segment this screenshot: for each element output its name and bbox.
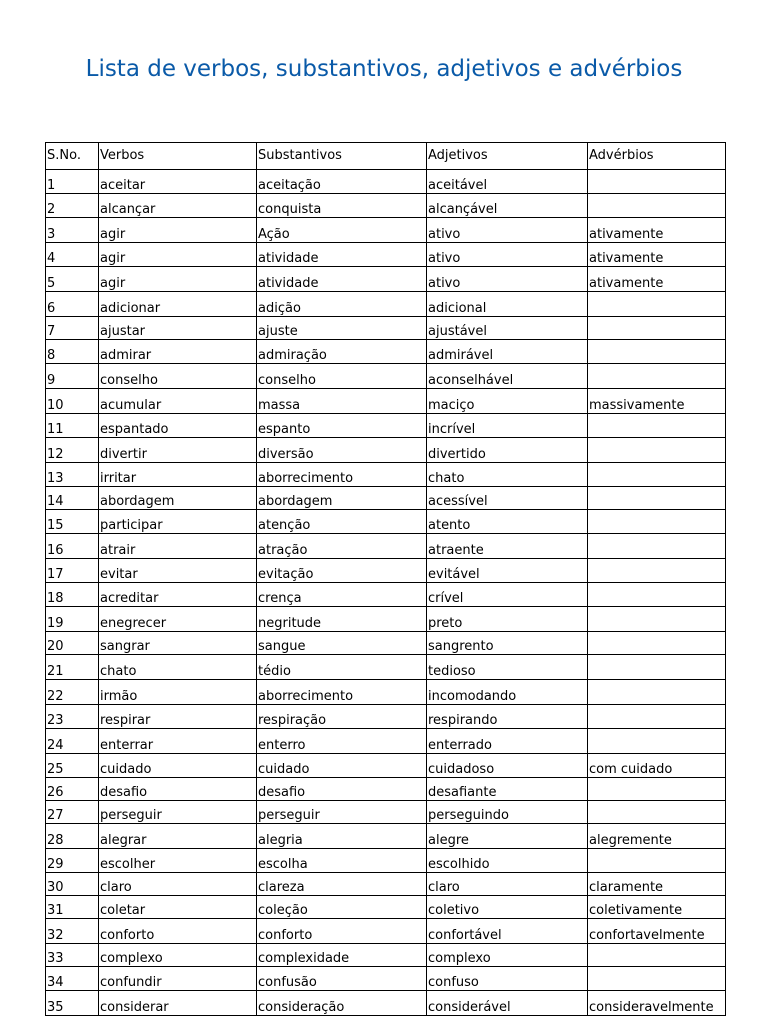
cell-substantivo: conforto	[257, 919, 427, 944]
cell-substantivo: ajuste	[257, 317, 427, 340]
cell-adverbio	[588, 170, 726, 194]
cell-verbo: ajustar	[99, 317, 257, 340]
cell-adverbio	[588, 487, 726, 510]
cell-adverbio: ativamente	[588, 243, 726, 267]
table-row	[46, 607, 726, 632]
cell-adjetivo: atraente	[427, 534, 588, 559]
cell-verbo: cuidado	[99, 754, 257, 778]
cell-adjetivo: enterrado	[427, 729, 588, 754]
cell-verbo: agir	[99, 218, 257, 243]
cell-adverbio: alegremente	[588, 824, 726, 849]
cell-adverbio	[588, 414, 726, 438]
table-row	[46, 655, 726, 680]
cell-adjetivo: coletivo	[427, 896, 588, 919]
cell-verbo: enterrar	[99, 729, 257, 754]
cell-substantivo: respiração	[257, 705, 427, 729]
page-title: Lista de verbos, substantivos, adjetivos e advérbios	[85, 56, 683, 82]
cell-substantivo: cuidado	[257, 754, 427, 778]
cell-substantivo: escolha	[257, 849, 427, 873]
cell-adverbio: massivamente	[588, 389, 726, 414]
cell-substantivo: diversão	[257, 438, 427, 463]
cell-sno: 4	[46, 243, 99, 267]
cell-adjetivo: cuidadoso	[427, 754, 588, 778]
cell-substantivo: aborrecimento	[257, 463, 427, 487]
cell-sno: 18	[46, 583, 99, 607]
cell-adverbio: ativamente	[588, 218, 726, 243]
cell-sno: 19	[46, 607, 99, 632]
cell-sno: 5	[46, 267, 99, 292]
cell-adverbio	[588, 680, 726, 705]
cell-adjetivo: chato	[427, 463, 588, 487]
cell-sno: 24	[46, 729, 99, 754]
cell-sno: 10	[46, 389, 99, 414]
cell-verbo: enegrecer	[99, 607, 257, 632]
cell-substantivo: clareza	[257, 873, 427, 896]
cell-verbo: respirar	[99, 705, 257, 729]
cell-verbo: acumular	[99, 389, 257, 414]
cell-adjetivo: maciço	[427, 389, 588, 414]
cell-sno: 8	[46, 340, 99, 364]
cell-adverbio	[588, 292, 726, 317]
cell-sno: 14	[46, 487, 99, 510]
cell-verbo: irmão	[99, 680, 257, 705]
cell-verbo: participar	[99, 510, 257, 534]
cell-adverbio	[588, 438, 726, 463]
cell-substantivo: crença	[257, 583, 427, 607]
cell-substantivo: atração	[257, 534, 427, 559]
cell-adverbio	[588, 655, 726, 680]
table-row	[46, 583, 726, 607]
cell-sno: 13	[46, 463, 99, 487]
cell-adverbio	[588, 632, 726, 655]
table-row	[46, 991, 726, 1016]
cell-sno: 35	[46, 991, 99, 1016]
table-header-row	[46, 143, 726, 170]
header-sno: S.No.	[46, 143, 99, 170]
cell-verbo: coletar	[99, 896, 257, 919]
table-row	[46, 292, 726, 317]
cell-verbo: conselho	[99, 364, 257, 389]
cell-sno: 31	[46, 896, 99, 919]
table-row	[46, 729, 726, 754]
cell-verbo: aceitar	[99, 170, 257, 194]
cell-verbo: admirar	[99, 340, 257, 364]
cell-substantivo: consideração	[257, 991, 427, 1016]
table-row	[46, 919, 726, 944]
cell-adjetivo: aconselhável	[427, 364, 588, 389]
cell-adjetivo: confuso	[427, 967, 588, 991]
cell-adverbio	[588, 463, 726, 487]
cell-substantivo: abordagem	[257, 487, 427, 510]
cell-adjetivo: atento	[427, 510, 588, 534]
table-row	[46, 944, 726, 967]
cell-sno: 6	[46, 292, 99, 317]
cell-adjetivo: divertido	[427, 438, 588, 463]
cell-substantivo: alegria	[257, 824, 427, 849]
cell-substantivo: enterro	[257, 729, 427, 754]
header-substantivos: Substantivos	[257, 143, 427, 170]
cell-adjetivo: evitável	[427, 559, 588, 583]
word-table	[45, 142, 726, 1016]
table-row	[46, 896, 726, 919]
cell-verbo: abordagem	[99, 487, 257, 510]
cell-adverbio	[588, 340, 726, 364]
cell-adjetivo: incomodando	[427, 680, 588, 705]
cell-adjetivo: ativo	[427, 267, 588, 292]
table-row	[46, 873, 726, 896]
cell-verbo: divertir	[99, 438, 257, 463]
cell-verbo: evitar	[99, 559, 257, 583]
cell-verbo: desafio	[99, 778, 257, 801]
cell-sno: 3	[46, 218, 99, 243]
header-verbos: Verbos	[99, 143, 257, 170]
cell-adverbio: coletivamente	[588, 896, 726, 919]
cell-substantivo: coleção	[257, 896, 427, 919]
table-row	[46, 414, 726, 438]
cell-verbo: irritar	[99, 463, 257, 487]
cell-sno: 7	[46, 317, 99, 340]
cell-sno: 25	[46, 754, 99, 778]
table-row	[46, 487, 726, 510]
cell-verbo: espantado	[99, 414, 257, 438]
cell-adverbio	[588, 729, 726, 754]
cell-verbo: complexo	[99, 944, 257, 967]
cell-adjetivo: complexo	[427, 944, 588, 967]
cell-verbo: claro	[99, 873, 257, 896]
table-row	[46, 559, 726, 583]
cell-adverbio	[588, 607, 726, 632]
table-row	[46, 510, 726, 534]
cell-verbo: acreditar	[99, 583, 257, 607]
cell-adjetivo: aceitável	[427, 170, 588, 194]
cell-sno: 2	[46, 194, 99, 218]
header-adjetivos: Adjetivos	[427, 143, 588, 170]
cell-adjetivo: acessível	[427, 487, 588, 510]
cell-adjetivo: respirando	[427, 705, 588, 729]
table-row	[46, 632, 726, 655]
cell-adverbio: ativamente	[588, 267, 726, 292]
cell-sno: 34	[46, 967, 99, 991]
cell-sno: 29	[46, 849, 99, 873]
table-row	[46, 243, 726, 267]
cell-adjetivo: ativo	[427, 218, 588, 243]
cell-adverbio	[588, 705, 726, 729]
cell-adjetivo: claro	[427, 873, 588, 896]
table-row	[46, 824, 726, 849]
cell-substantivo: Ação	[257, 218, 427, 243]
cell-substantivo: aceitação	[257, 170, 427, 194]
table-row	[46, 389, 726, 414]
cell-adjetivo: escolhido	[427, 849, 588, 873]
cell-verbo: confundir	[99, 967, 257, 991]
cell-adjetivo: crível	[427, 583, 588, 607]
cell-adverbio: com cuidado	[588, 754, 726, 778]
table-row	[46, 534, 726, 559]
table-row	[46, 364, 726, 389]
cell-substantivo: evitação	[257, 559, 427, 583]
cell-adverbio	[588, 944, 726, 967]
cell-adverbio: consideravelmente	[588, 991, 726, 1016]
cell-adverbio: claramente	[588, 873, 726, 896]
cell-adjetivo: tedioso	[427, 655, 588, 680]
cell-substantivo: confusão	[257, 967, 427, 991]
table-row	[46, 801, 726, 824]
cell-sno: 27	[46, 801, 99, 824]
cell-adjetivo: alegre	[427, 824, 588, 849]
cell-verbo: agir	[99, 267, 257, 292]
cell-sno: 9	[46, 364, 99, 389]
cell-verbo: atrair	[99, 534, 257, 559]
table-row	[46, 463, 726, 487]
header-adverbios: Advérbios	[588, 143, 726, 170]
table-row	[46, 317, 726, 340]
cell-adjetivo: perseguindo	[427, 801, 588, 824]
cell-adverbio	[588, 967, 726, 991]
table-row	[46, 967, 726, 991]
cell-verbo: sangrar	[99, 632, 257, 655]
cell-adverbio	[588, 510, 726, 534]
cell-sno: 12	[46, 438, 99, 463]
cell-sno: 20	[46, 632, 99, 655]
cell-sno: 16	[46, 534, 99, 559]
table-row	[46, 194, 726, 218]
table-row	[46, 849, 726, 873]
cell-substantivo: atenção	[257, 510, 427, 534]
cell-verbo: escolher	[99, 849, 257, 873]
cell-sno: 26	[46, 778, 99, 801]
table-row	[46, 170, 726, 194]
cell-sno: 32	[46, 919, 99, 944]
cell-adverbio	[588, 801, 726, 824]
table-row	[46, 705, 726, 729]
cell-substantivo: adição	[257, 292, 427, 317]
cell-adjetivo: alcançável	[427, 194, 588, 218]
cell-substantivo: aborrecimento	[257, 680, 427, 705]
cell-substantivo: perseguir	[257, 801, 427, 824]
cell-adjetivo: ativo	[427, 243, 588, 267]
cell-sno: 28	[46, 824, 99, 849]
cell-verbo: conforto	[99, 919, 257, 944]
cell-verbo: alcançar	[99, 194, 257, 218]
cell-sno: 22	[46, 680, 99, 705]
cell-adverbio	[588, 559, 726, 583]
cell-adverbio	[588, 849, 726, 873]
cell-substantivo: conquista	[257, 194, 427, 218]
cell-verbo: perseguir	[99, 801, 257, 824]
cell-sno: 11	[46, 414, 99, 438]
cell-adverbio	[588, 583, 726, 607]
cell-verbo: considerar	[99, 991, 257, 1016]
cell-sno: 21	[46, 655, 99, 680]
cell-substantivo: admiração	[257, 340, 427, 364]
cell-substantivo: desafio	[257, 778, 427, 801]
table-row	[46, 267, 726, 292]
cell-substantivo: sangue	[257, 632, 427, 655]
cell-verbo: chato	[99, 655, 257, 680]
cell-sno: 1	[46, 170, 99, 194]
cell-substantivo: conselho	[257, 364, 427, 389]
cell-substantivo: complexidade	[257, 944, 427, 967]
cell-adjetivo: ajustável	[427, 317, 588, 340]
cell-verbo: agir	[99, 243, 257, 267]
cell-adverbio: confortavelmente	[588, 919, 726, 944]
cell-substantivo: atividade	[257, 243, 427, 267]
cell-substantivo: negritude	[257, 607, 427, 632]
cell-adjetivo: incrível	[427, 414, 588, 438]
cell-adjetivo: preto	[427, 607, 588, 632]
cell-adverbio	[588, 778, 726, 801]
cell-adjetivo: confortável	[427, 919, 588, 944]
cell-substantivo: atividade	[257, 267, 427, 292]
table-row	[46, 778, 726, 801]
cell-adverbio	[588, 534, 726, 559]
table-row	[46, 680, 726, 705]
cell-adverbio	[588, 317, 726, 340]
table-row	[46, 340, 726, 364]
cell-adverbio	[588, 194, 726, 218]
cell-adjetivo: sangrento	[427, 632, 588, 655]
cell-substantivo: espanto	[257, 414, 427, 438]
cell-sno: 17	[46, 559, 99, 583]
cell-adverbio	[588, 364, 726, 389]
cell-substantivo: massa	[257, 389, 427, 414]
table-row	[46, 754, 726, 778]
table-row	[46, 438, 726, 463]
cell-adjetivo: desafiante	[427, 778, 588, 801]
cell-substantivo: tédio	[257, 655, 427, 680]
cell-sno: 30	[46, 873, 99, 896]
cell-sno: 23	[46, 705, 99, 729]
table-row	[46, 218, 726, 243]
cell-adjetivo: adicional	[427, 292, 588, 317]
cell-adjetivo: admirável	[427, 340, 588, 364]
cell-sno: 33	[46, 944, 99, 967]
cell-adjetivo: considerável	[427, 991, 588, 1016]
cell-verbo: alegrar	[99, 824, 257, 849]
cell-verbo: adicionar	[99, 292, 257, 317]
cell-sno: 15	[46, 510, 99, 534]
